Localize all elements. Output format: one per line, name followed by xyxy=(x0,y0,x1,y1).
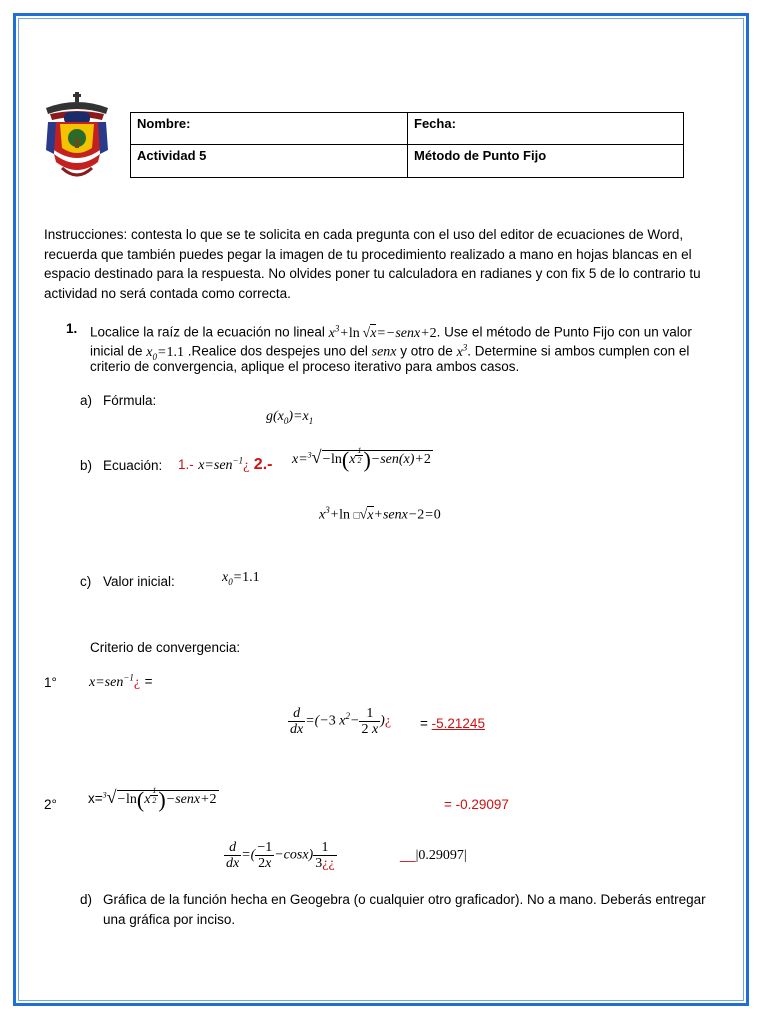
item-b-label: b) xyxy=(80,458,93,473)
item-a-label: a) xyxy=(80,393,93,408)
university-crest-logo xyxy=(42,92,112,184)
second-result: = -0.29097 xyxy=(444,797,509,812)
question-line-3: criterio de convergencia, aplique el proceso iterativo para ambos casos. xyxy=(90,359,520,374)
first-result: = -5.21245 xyxy=(420,716,485,731)
instructions-paragraph: Instrucciones: contesta lo que se te solicita en cada pregunta con el uso del editor de ecuaciones de Word, recuerda que también puedes pegar la imagen de tu procedimiento realizado a mano en hojas blancas en el espacio destinado para la respuesta. No olvides poner tu calculadora en radianes y con fix 5 de lo contrario tu actividad no será contada como correcta. xyxy=(44,227,701,301)
item-c-text: Valor inicial: xyxy=(103,574,175,589)
date-cell[interactable]: Fecha: xyxy=(408,113,684,145)
name-cell[interactable]: Nombre: xyxy=(131,113,408,145)
initial-value-inline: $x_0=1.1$ xyxy=(146,344,184,362)
equation-second-clearance: x=$^3$√−ln(x $^{\frac{1}{2}}$ )−sen(x)+2 xyxy=(292,446,431,472)
formula-g: $g(x_0)=x_1$ xyxy=(266,409,314,426)
question-line-1: Localice la raíz de la ecuación no lineal $x^3+\ln$ √x=−senx+2. Use el método de Punto Fijo con un valor xyxy=(90,323,692,341)
first-clearance-restated: x=sen$^{-1}$¿ = xyxy=(89,672,153,690)
second-clearance-restated: x=$^3$√−ln(x $^{\frac{1}{2}}$ )−senx+2 xyxy=(88,786,217,812)
second-derivative: $\frac{d}{dx}$ =( $\frac{-1}{2x}$ −cosx) $\frac{1}{3¿¿}$ xyxy=(226,840,335,871)
item-d-label: d) xyxy=(80,892,93,907)
criterion-title: Criterio de convergencia: xyxy=(90,640,241,655)
initial-value: $x_0=1.1$ xyxy=(222,570,260,587)
first-ordinal: 1° xyxy=(44,675,57,690)
method-cell: Método de Punto Fijo xyxy=(408,145,684,178)
equation-rearranged: $x^3+\ln$ □√x+senx−2=0 xyxy=(319,505,441,523)
second-ordinal: 2° xyxy=(44,797,57,812)
equation-first-clearance: 1.- x=sen$^{-1}$¿ 2.- xyxy=(178,455,273,473)
question-number: 1. xyxy=(66,321,78,336)
first-derivative: $\frac{d}{dx}$ =(−3 $x^2-$ $\frac{1}{2 x}$ )¿ xyxy=(290,706,392,737)
second-abs-result: __|0.29097| xyxy=(400,846,467,863)
item-a-text: Fórmula: xyxy=(103,393,157,408)
item-b-text: Ecuación: xyxy=(103,458,163,473)
item-d-text: Gráfica de la función hecha en Geogebra (o cualquier otro graficador). No a mano. Deberás entregar una gráfica por inciso. xyxy=(103,892,706,927)
nonlinear-equation: $x^3+\ln$ √x=−senx+2 xyxy=(328,323,437,341)
student-info-table xyxy=(130,112,684,178)
item-c-label: c) xyxy=(80,574,92,589)
question-line-2: inicial de $x_0=1.1$ .Realice dos despejes uno del senx y otro de $x^3$. Determine si ambos cumplen con el xyxy=(90,342,690,362)
activity-cell: Actividad 5 xyxy=(131,145,408,178)
